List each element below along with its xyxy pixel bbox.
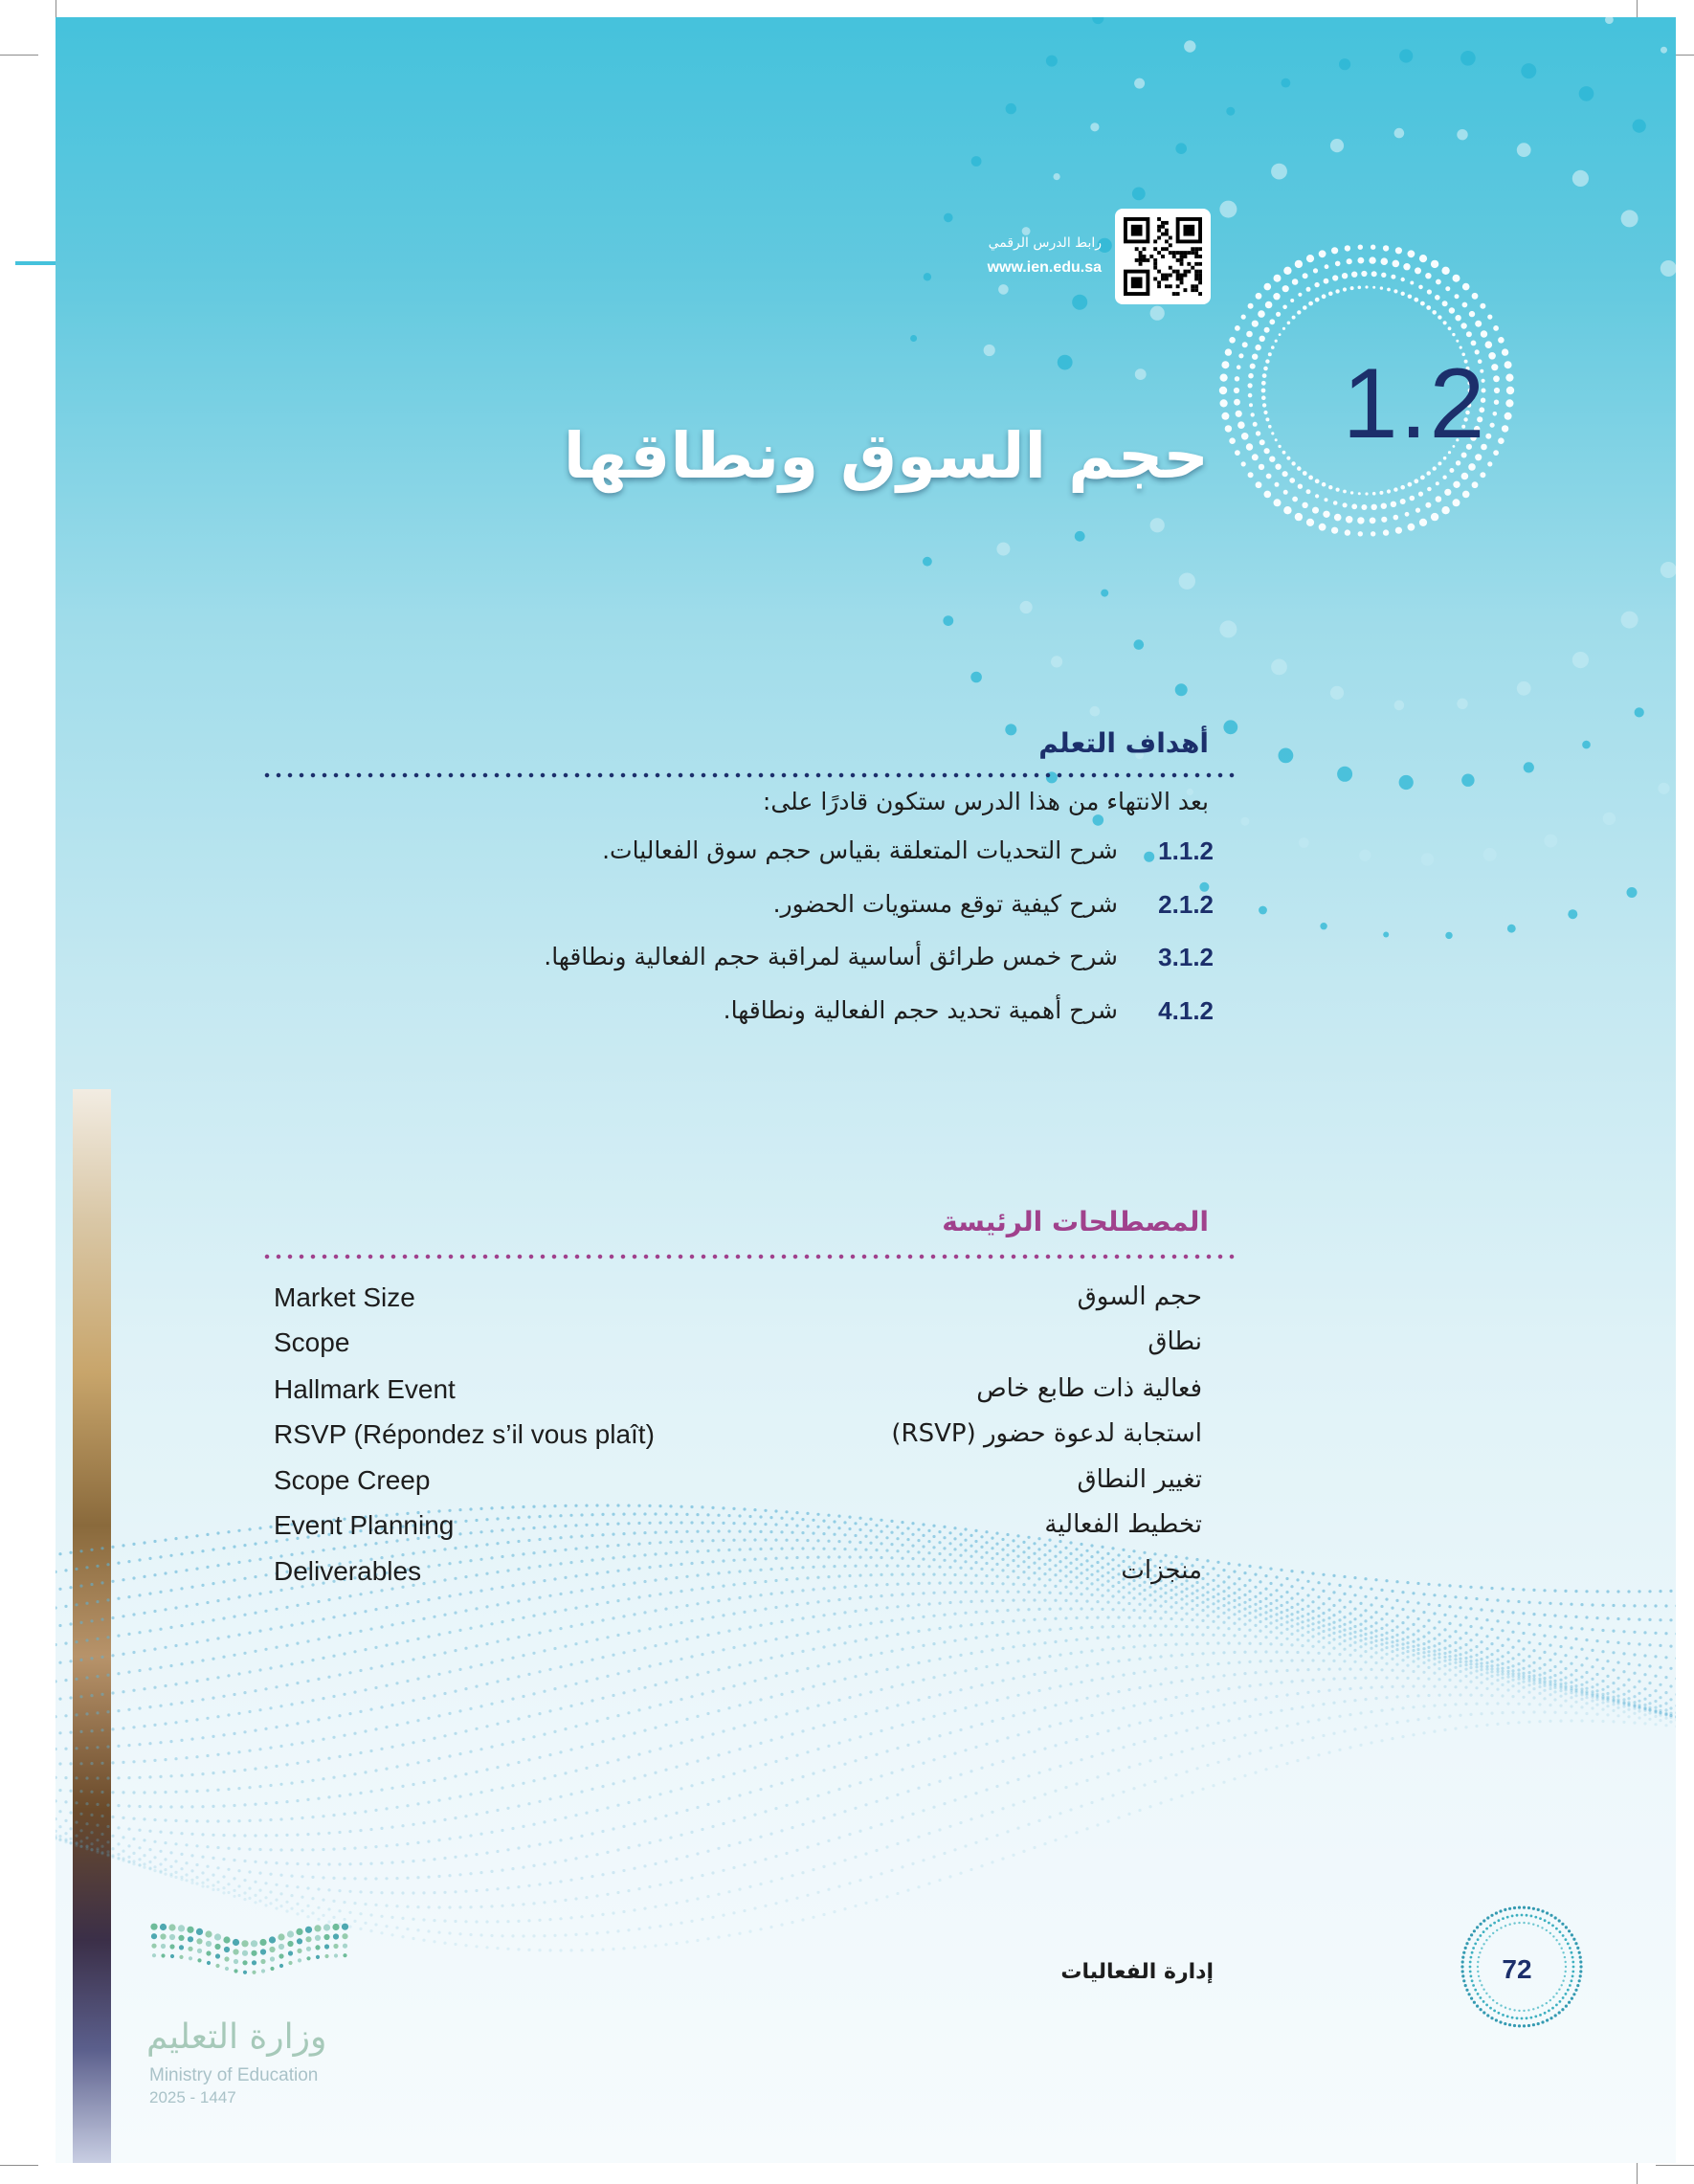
objective-number: 3.1.2 bbox=[1158, 943, 1214, 971]
term-arabic: تخطيط الفعالية bbox=[1044, 1510, 1202, 1539]
qr-code-icon bbox=[1124, 217, 1202, 296]
objective-text: شرح خمس طرائق أساسية لمراقبة حجم الفعالية ونطاقها. bbox=[544, 943, 1118, 970]
objectives-heading: أهداف التعلم bbox=[1038, 727, 1209, 759]
lesson-title: حجم السوق ونطاقها bbox=[563, 419, 1209, 493]
objective-item bbox=[343, 943, 1214, 981]
term-row bbox=[274, 1465, 1202, 1504]
term-arabic: استجابة لدعوة حضور (RSVP) bbox=[891, 1419, 1202, 1448]
objective-number: 4.1.2 bbox=[1158, 996, 1214, 1025]
term-english: Scope bbox=[274, 1327, 350, 1357]
objective-number: 1.1.2 bbox=[1158, 836, 1214, 865]
crop-mark bbox=[1656, 2165, 1694, 2166]
term-row bbox=[274, 1282, 1202, 1321]
term-row bbox=[274, 1327, 1202, 1366]
term-arabic: تغيير النطاق bbox=[1077, 1465, 1202, 1494]
term-english: Event Planning bbox=[274, 1510, 455, 1540]
ministry-logo-icon bbox=[146, 1917, 357, 2003]
side-tab-marker bbox=[15, 261, 56, 265]
term-row bbox=[274, 1556, 1202, 1594]
objective-number: 2.1.2 bbox=[1158, 890, 1214, 919]
lesson-number: 1.2 bbox=[1342, 348, 1487, 459]
page-number: 72 bbox=[1502, 1954, 1532, 1984]
term-english: Deliverables bbox=[274, 1556, 422, 1586]
term-row bbox=[274, 1510, 1202, 1549]
ministry-year: 2025 - 1447 bbox=[149, 2088, 236, 2106]
term-arabic: نطاق bbox=[1148, 1327, 1202, 1356]
term-arabic: حجم السوق bbox=[1077, 1282, 1202, 1311]
term-row bbox=[274, 1374, 1202, 1413]
book-title: إدارة الفعاليات bbox=[1060, 1960, 1214, 1984]
qr-caption: رابط الدرس الرقمي bbox=[988, 235, 1102, 251]
term-arabic: فعالية ذات طابع خاص bbox=[976, 1374, 1202, 1403]
objective-text: شرح كيفية توقع مستويات الحضور. bbox=[772, 890, 1118, 918]
objectives-divider bbox=[261, 772, 1237, 778]
page bbox=[56, 17, 1676, 2163]
crop-mark bbox=[0, 2165, 38, 2166]
term-english: Market Size bbox=[274, 1282, 415, 1312]
objective-text: شرح التحديات المتعلقة بقياس حجم سوق الفعاليات. bbox=[602, 836, 1118, 864]
ministry-name-english: Ministry of Education bbox=[149, 2065, 319, 2085]
key-terms-divider bbox=[261, 1254, 1237, 1259]
term-row bbox=[274, 1419, 1202, 1458]
objectives-intro: بعد الانتهاء من هذا الدرس ستكون قادرًا على: bbox=[762, 788, 1209, 815]
term-english: Hallmark Event bbox=[274, 1374, 456, 1404]
key-terms-heading: المصطلحات الرئيسة bbox=[942, 1206, 1209, 1237]
objective-item bbox=[343, 996, 1214, 1035]
term-english: Scope Creep bbox=[274, 1465, 431, 1495]
objective-text: شرح أهمية تحديد حجم الفعالية ونطاقها. bbox=[723, 996, 1118, 1024]
objective-item bbox=[343, 890, 1214, 928]
crop-mark bbox=[0, 55, 38, 56]
objective-item bbox=[343, 836, 1214, 875]
term-english: RSVP (Répondez s’il vous plaît) bbox=[274, 1419, 655, 1449]
term-arabic: منجزات bbox=[1121, 1556, 1202, 1585]
ministry-name-arabic: وزارة التعليم bbox=[146, 2017, 327, 2057]
qr-code[interactable] bbox=[1115, 209, 1211, 304]
qr-url-link[interactable]: www.ien.edu.sa bbox=[987, 259, 1102, 276]
